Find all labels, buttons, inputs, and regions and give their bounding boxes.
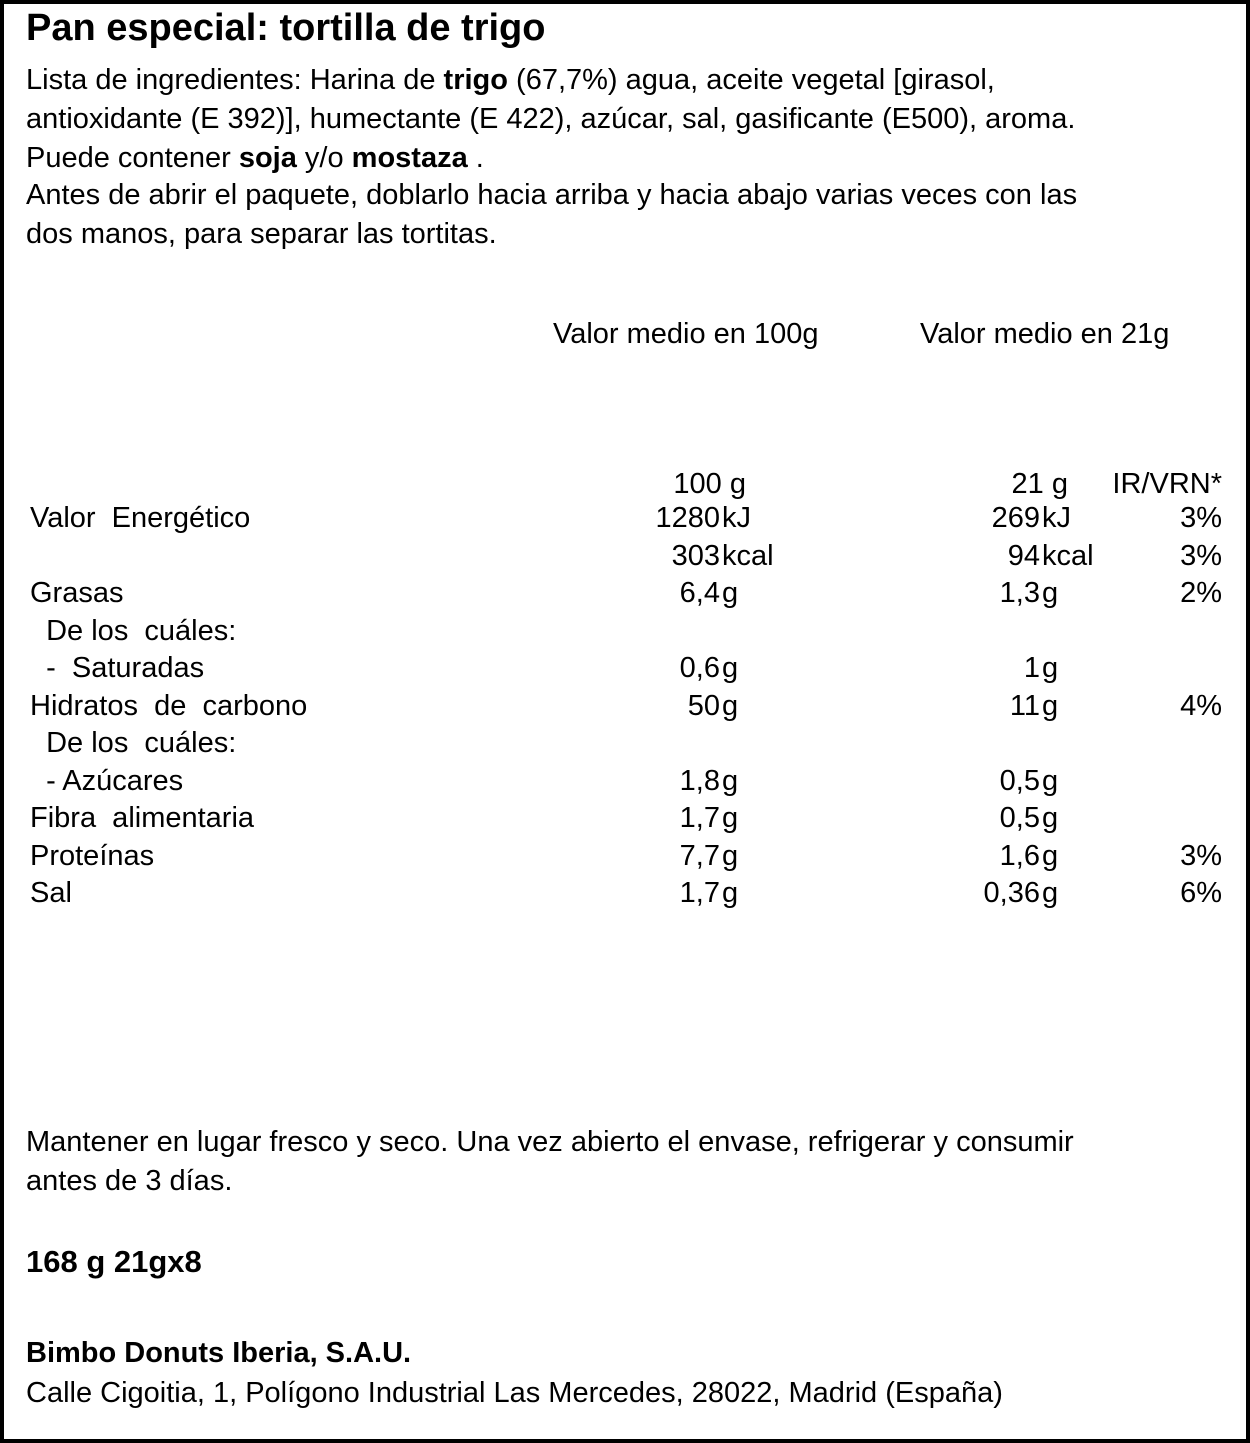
ingredients-line <box>26 139 1075 178</box>
ingredients-line <box>26 61 1075 100</box>
value-per-100g: 1,8 <box>679 765 720 797</box>
value-per-21g: 0,5 <box>999 802 1040 834</box>
company-address: Calle Cigoitia, 1, Polígono Industrial Las Mercedes, 28022, Madrid (España) <box>26 1377 1003 1409</box>
subheader-21g: 21 g <box>1011 468 1068 500</box>
nutrient-name: Sal <box>30 877 72 909</box>
allergen: soja <box>238 142 297 174</box>
unit-per-21g: g <box>1042 577 1059 609</box>
ingredients-text: Lista de ingredientes: Harina de <box>26 64 444 96</box>
value-per-100g: 1,7 <box>679 877 720 909</box>
allergen: trigo <box>443 64 508 96</box>
ingredients-text: . <box>467 142 484 174</box>
opening-instructions <box>26 176 1077 254</box>
unit-per-100g: g <box>722 877 739 909</box>
storage-line: antes de 3 días. <box>26 1165 233 1197</box>
unit-per-21g: g <box>1042 840 1059 872</box>
column-header-per-100g: Valor medio en 100g <box>553 318 819 350</box>
ingredients-text: Puede contener <box>26 142 239 174</box>
ingredients-line <box>26 100 1075 139</box>
nutrient-name: De los cuáles: <box>30 615 237 647</box>
product-title: Pan especial: tortilla de trigo <box>26 7 546 49</box>
company-name: Bimbo Donuts Iberia, S.A.U. <box>26 1337 412 1369</box>
unit-per-100g: g <box>722 577 739 609</box>
instructions-line: dos manos, para separar las tortitas. <box>26 218 497 250</box>
nutrient-name: Proteínas <box>30 840 155 872</box>
ir-vrn-percent: 3% <box>1180 540 1222 572</box>
ir-vrn-percent: 3% <box>1180 840 1222 872</box>
nutrient-name: De los cuáles: <box>30 727 237 759</box>
allergen: mostaza <box>351 142 468 174</box>
ingredients-list <box>26 61 1075 178</box>
unit-per-21g: kJ <box>1042 502 1071 534</box>
nutrient-name: Hidratos de carbono <box>30 690 308 722</box>
value-per-21g: 11 <box>1009 690 1040 722</box>
ingredients-text: y/o <box>296 142 352 174</box>
unit-per-21g: g <box>1042 765 1059 797</box>
ir-vrn-percent: 6% <box>1180 877 1222 909</box>
ingredients-text: antioxidante (E 392)], humectante (E 422), azúcar, sal, gasificante (E500), aroma. <box>26 103 1076 135</box>
ir-vrn-percent: 2% <box>1180 577 1222 609</box>
unit-per-100g: kJ <box>722 502 751 534</box>
nutrient-name: - Saturadas <box>30 652 205 684</box>
storage-line: Mantener en lugar fresco y seco. Una vez abierto el envase, refrigerar y consumir <box>26 1126 1074 1158</box>
subheader-100g: 100 g <box>673 468 746 500</box>
value-per-100g: 7,7 <box>679 840 720 872</box>
unit-per-100g: g <box>722 690 739 722</box>
unit-per-21g: g <box>1042 877 1059 909</box>
unit-per-100g: g <box>722 802 739 834</box>
ir-vrn-percent: 3% <box>1180 502 1222 534</box>
value-per-21g: 0,36 <box>983 877 1040 909</box>
value-per-100g: 303 <box>671 540 720 572</box>
nutrient-name: - Azúcares <box>30 765 184 797</box>
value-per-21g: 1,6 <box>999 840 1040 872</box>
unit-per-100g: g <box>722 652 739 684</box>
unit-per-100g: g <box>722 765 739 797</box>
value-per-100g: 0,6 <box>679 652 720 684</box>
unit-per-100g: g <box>722 840 739 872</box>
storage-instructions <box>26 1123 1074 1201</box>
value-per-21g: 1,3 <box>999 577 1040 609</box>
value-per-100g: 1,7 <box>679 802 720 834</box>
nutrient-name: Grasas <box>30 577 124 609</box>
subheader-ir-vrn: IR/VRN* <box>1112 468 1222 500</box>
value-per-100g: 1280 <box>655 502 720 534</box>
nutrient-name: Valor Energético <box>30 502 251 534</box>
value-per-100g: 6,4 <box>679 577 720 609</box>
unit-per-21g: kcal <box>1042 540 1094 572</box>
ingredients-text: (67,7%) agua, aceite vegetal [girasol, <box>507 64 995 96</box>
unit-per-21g: g <box>1042 690 1059 722</box>
unit-per-100g: kcal <box>722 540 774 572</box>
column-header-per-21g: Valor medio en 21g <box>920 318 1170 350</box>
unit-per-21g: g <box>1042 652 1059 684</box>
value-per-21g: 0,5 <box>999 765 1040 797</box>
value-per-21g: 269 <box>991 502 1040 534</box>
unit-per-21g: g <box>1042 802 1059 834</box>
package-weight: 168 g 21gx8 <box>26 1244 202 1279</box>
value-per-100g: 50 <box>687 690 720 722</box>
nutrient-name: Fibra alimentaria <box>30 802 255 834</box>
value-per-21g: 94 <box>1007 540 1040 572</box>
instructions-line: Antes de abrir el paquete, doblarlo hacia arriba y hacia abajo varias veces con las <box>26 179 1078 211</box>
ir-vrn-percent: 4% <box>1180 690 1222 722</box>
value-per-21g: 1 <box>1023 652 1040 684</box>
